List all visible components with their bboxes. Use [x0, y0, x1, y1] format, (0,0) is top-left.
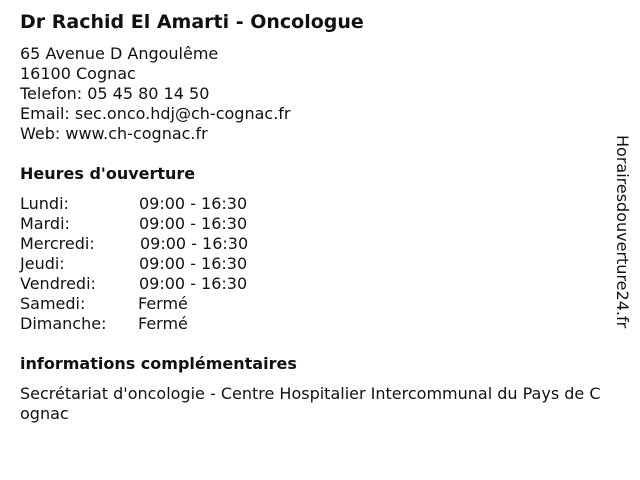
- page-title: Dr Rachid El Amarti - Oncologue: [20, 11, 364, 33]
- address-web: Web: www.ch-cognac.fr: [20, 124, 208, 143]
- address-city: 16100 Cognac: [20, 64, 136, 83]
- hours-time: 09:00 - 16:30: [140, 234, 249, 253]
- hours-day: Mardi:: [20, 214, 70, 233]
- hours-time: Fermé: [138, 314, 188, 333]
- address-phone: Telefon: 05 45 80 14 50: [20, 84, 210, 103]
- sidebar-brand: Horairesdouverture24.fr: [613, 135, 632, 329]
- address-email: Email: sec.onco.hdj@ch-cognac.fr: [20, 104, 291, 123]
- hours-day: Lundi:: [20, 194, 69, 213]
- hours-day: Mercredi:: [20, 234, 95, 253]
- hours-day: Dimanche:: [20, 314, 107, 333]
- hours-heading: Heures d'ouverture: [20, 164, 196, 183]
- info-text: Secrétariat d'oncologie - Centre Hospitalier Intercommunal du Pays de Cognac: [20, 384, 601, 423]
- hours-day: Jeudi:: [20, 254, 65, 273]
- address-street: 65 Avenue D Angoulême: [20, 44, 219, 63]
- hours-day: Samedi:: [20, 294, 86, 313]
- hours-time: 09:00 - 16:30: [139, 194, 248, 213]
- info-heading: informations complémentaires: [20, 354, 297, 373]
- hours-time: Fermé: [138, 294, 188, 313]
- hours-day: Vendredi:: [20, 274, 96, 293]
- hours-time: 09:00 - 16:30: [139, 274, 248, 293]
- hours-time: 09:00 - 16:30: [139, 214, 248, 233]
- hours-time: 09:00 - 16:30: [139, 254, 248, 273]
- address-block: [20, 44, 290, 144]
